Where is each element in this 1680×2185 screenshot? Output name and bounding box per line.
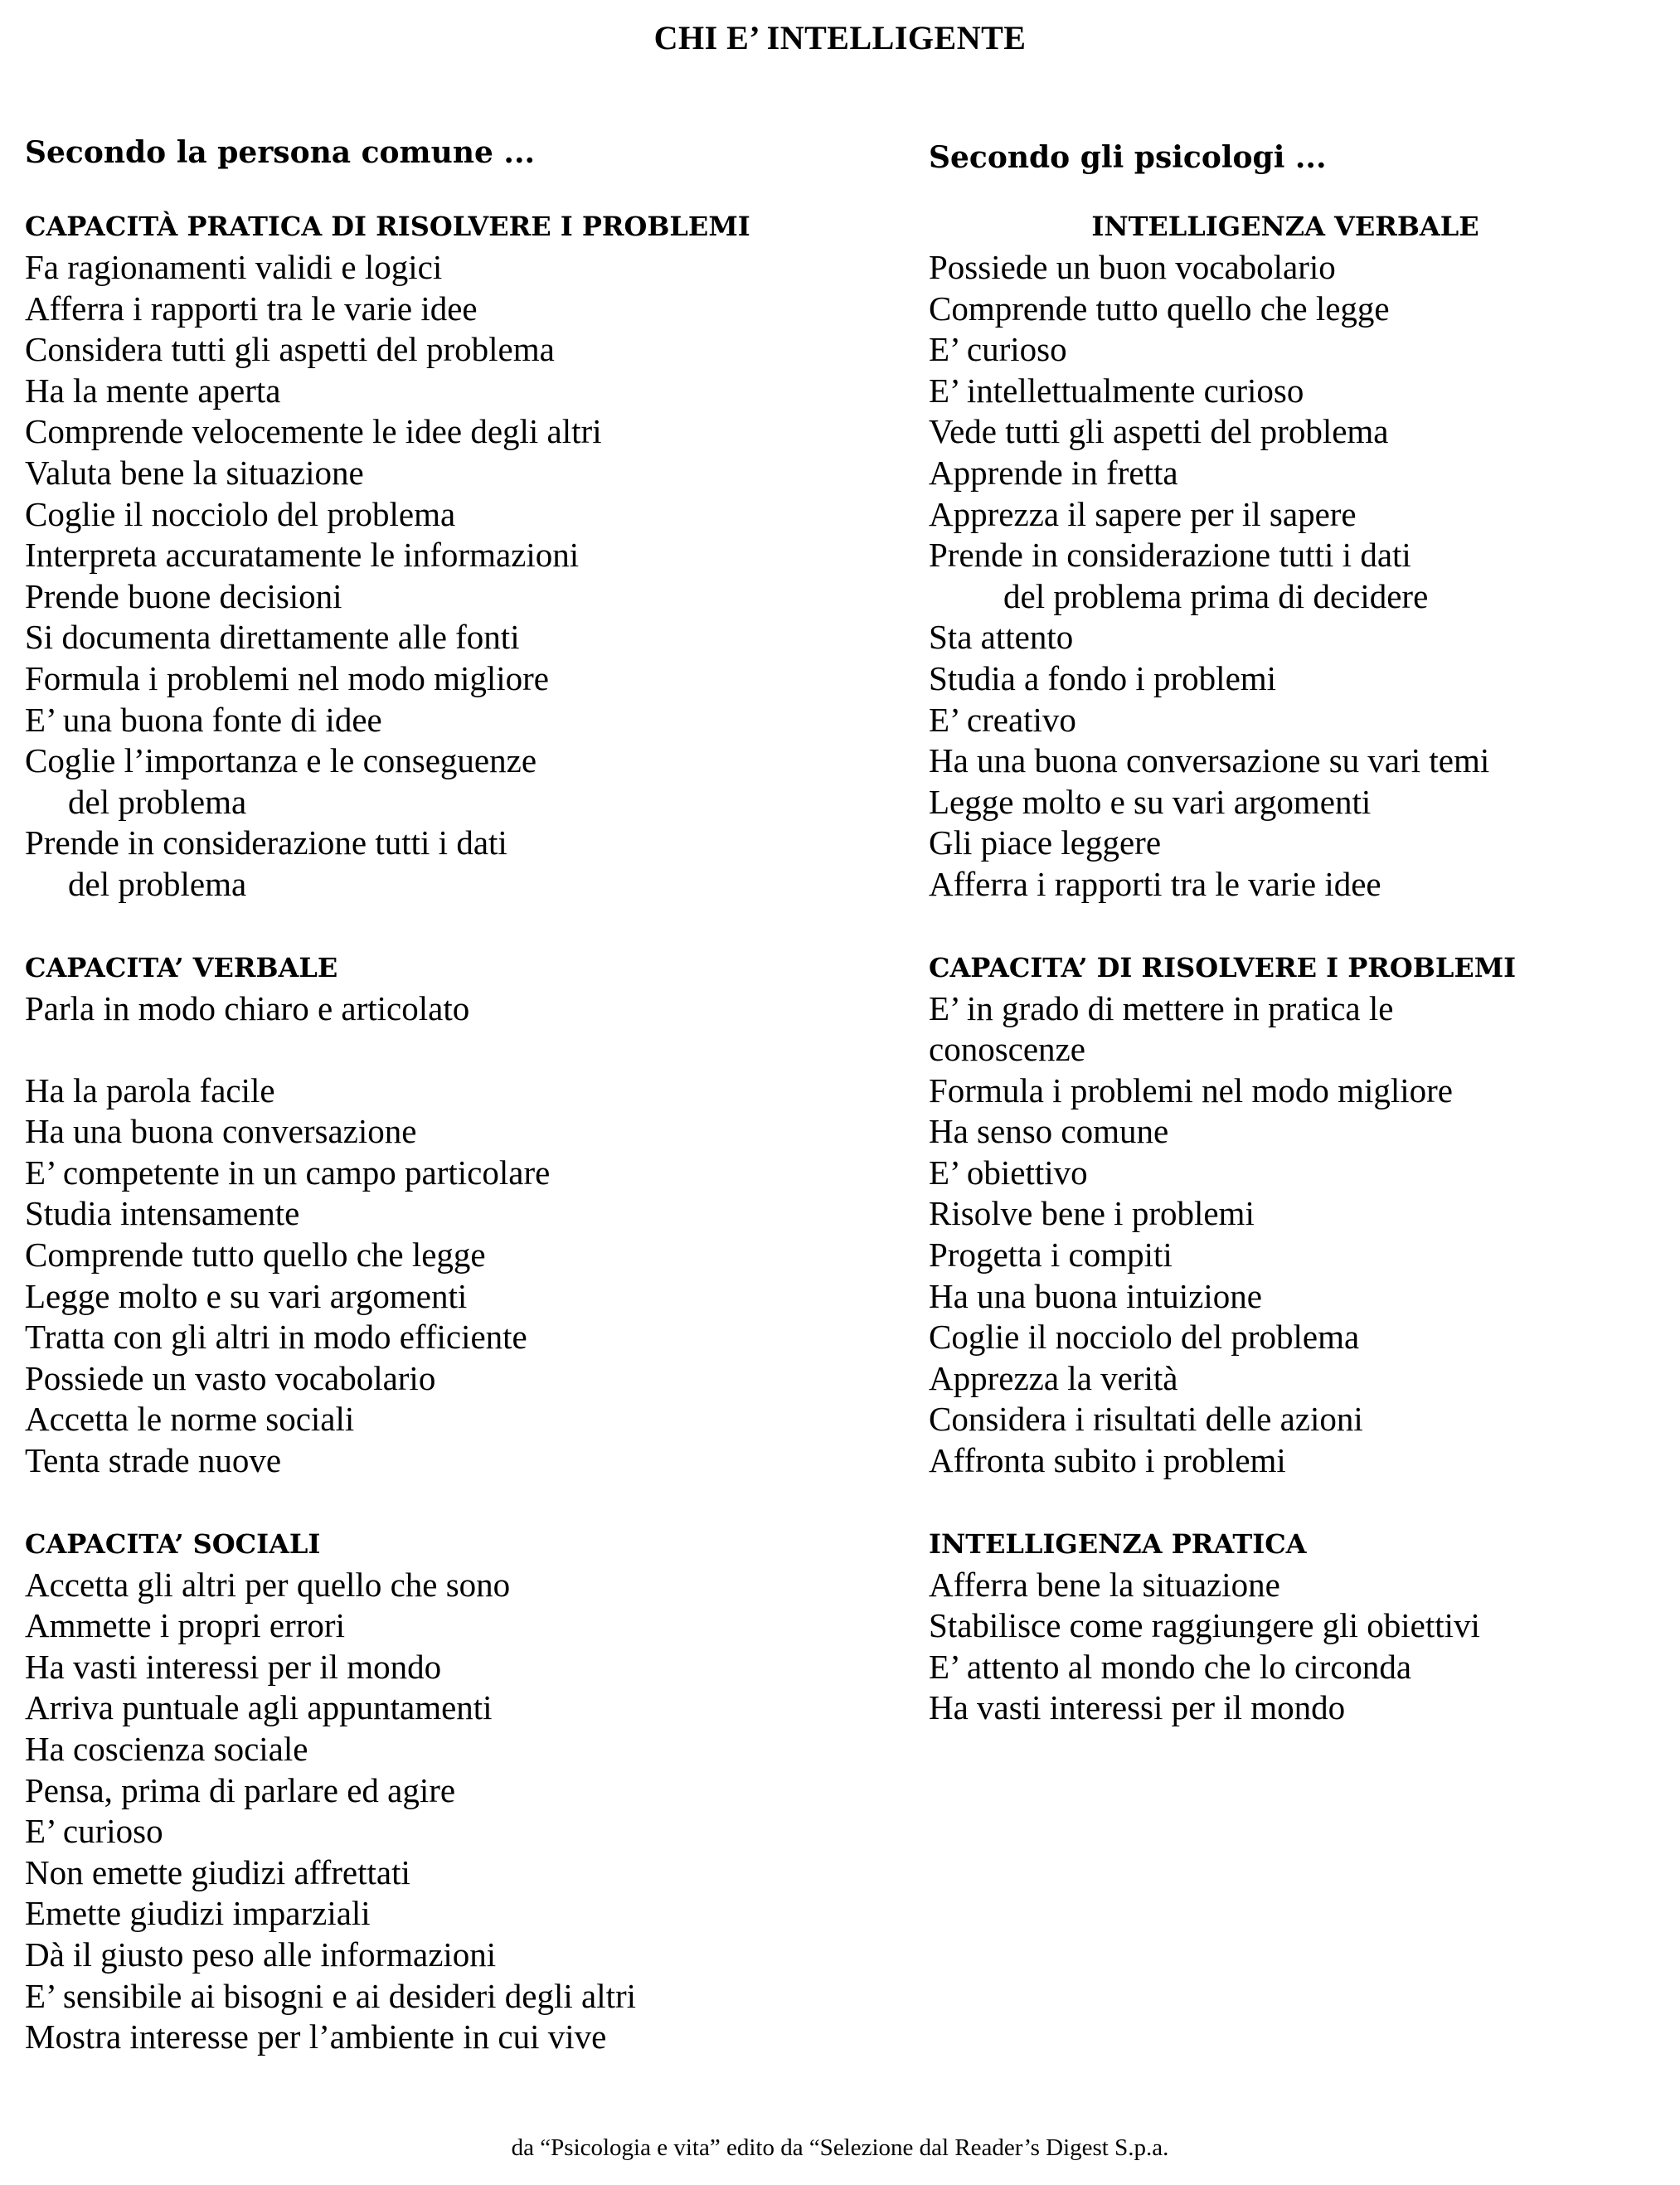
list-item-text: Prende in considerazione tutti i dati bbox=[25, 823, 507, 862]
list-item-text: Ha coscienza sociale bbox=[25, 1730, 308, 1768]
list-item-text: Parla in modo chiaro e articolato bbox=[25, 988, 470, 1027]
right-column bbox=[929, 133, 1675, 1770]
list-item bbox=[929, 1153, 1675, 1194]
list-item-text: E’ una buona fonte di idee bbox=[25, 700, 382, 739]
list-item-text: Considera i risultati delle azioni bbox=[929, 1400, 1363, 1439]
section bbox=[929, 206, 1675, 906]
list-item bbox=[929, 411, 1675, 453]
list-item-text: Ha una buona conversazione su vari temi bbox=[929, 741, 1490, 780]
list-item bbox=[25, 1976, 896, 2017]
section bbox=[25, 206, 896, 906]
list-item bbox=[25, 289, 896, 330]
list-item bbox=[929, 1358, 1675, 1400]
list-item-text: Coglie il nocciolo del problema bbox=[25, 494, 456, 533]
column-heading: Secondo gli psicologi ... bbox=[929, 140, 1327, 175]
list-item bbox=[25, 1565, 896, 1606]
list-item bbox=[929, 782, 1675, 823]
list-item-text: Ha vasti interessi per il mondo bbox=[929, 1688, 1346, 1727]
section bbox=[25, 1523, 896, 2058]
list-item-text: Afferra i rapporti tra le varie idee bbox=[25, 289, 478, 328]
list-item-text: Dà il giusto peso alle informazioni bbox=[25, 1935, 497, 1974]
list-item bbox=[25, 1729, 896, 1770]
list-item bbox=[929, 864, 1675, 906]
list-item bbox=[25, 329, 896, 371]
list-item-text: Si documenta direttamente alle fonti bbox=[25, 618, 520, 657]
list-item bbox=[25, 1317, 896, 1358]
section bbox=[25, 947, 896, 1482]
list-item-text: Emette giudizi imparziali bbox=[25, 1894, 371, 1933]
list-item bbox=[929, 1440, 1675, 1482]
list-item-text: Possiede un vasto vocabolario bbox=[25, 1358, 436, 1397]
list-item bbox=[929, 453, 1675, 494]
list-item-text: E’ sensibile ai bisogni e ai desideri degli altri bbox=[25, 1976, 637, 2015]
item-list bbox=[25, 1565, 896, 2058]
list-item bbox=[929, 494, 1675, 536]
list-item bbox=[929, 1317, 1675, 1358]
list-item-text: Sta attento bbox=[929, 618, 1074, 657]
list-item-text: Tratta con gli altri in modo efficiente bbox=[25, 1318, 527, 1357]
list-item-text: Interpreta accuratamente le informazioni bbox=[25, 536, 580, 575]
list-item-text: Legge molto e su vari argomenti bbox=[929, 782, 1372, 821]
section-title: CAPACITÀ PRATICA DI RISOLVERE I PROBLEMI bbox=[25, 211, 750, 242]
list-item-text: Apprezza il sapere per il sapere bbox=[929, 494, 1357, 533]
blank-line bbox=[25, 1029, 896, 1071]
item-list bbox=[929, 1565, 1675, 1729]
list-item bbox=[929, 1111, 1675, 1153]
list-item bbox=[929, 617, 1675, 658]
list-item-text: Arriva puntuale agli appuntamenti bbox=[25, 1688, 493, 1727]
list-item bbox=[929, 247, 1675, 289]
list-item-text: E’ competente in un campo particolare bbox=[25, 1153, 551, 1192]
item-list bbox=[929, 247, 1675, 906]
list-item-text: Prende buone decisioni bbox=[25, 576, 342, 615]
document-title: CHI E’ INTELLIGENTE bbox=[653, 19, 1027, 56]
list-item-text: Studia intensamente bbox=[25, 1194, 300, 1233]
list-item-text: Gli piace leggere bbox=[929, 823, 1162, 862]
section-title: INTELLIGENZA PRATICA bbox=[929, 1527, 1307, 1560]
source-credit: da “Psicologia e vita” edito da “Selezione dal Reader’s Digest S.p.a. bbox=[511, 2134, 1169, 2161]
list-item-text: Non emette giudizi affrettati bbox=[25, 1852, 410, 1891]
list-item bbox=[25, 2017, 896, 2058]
list-item-text: Pensa, prima di parlare ed agire bbox=[25, 1770, 456, 1809]
list-item bbox=[25, 1770, 896, 1812]
list-item-text: Stabilisce come raggiungere gli obiettivi bbox=[929, 1606, 1480, 1645]
list-item bbox=[25, 1111, 896, 1153]
list-item bbox=[25, 535, 896, 576]
list-item-text: Progetta i compiti bbox=[929, 1236, 1173, 1275]
item-list bbox=[25, 247, 896, 906]
item-list bbox=[25, 988, 896, 1482]
list-item bbox=[929, 1071, 1675, 1112]
list-item bbox=[25, 1440, 896, 1482]
list-item bbox=[929, 371, 1675, 412]
section-title: INTELLIGENZA VERBALE bbox=[1091, 211, 1479, 242]
list-item-text: Fa ragionamenti validi e logici bbox=[25, 248, 443, 286]
list-item-text: Ha una buona intuizione bbox=[929, 1276, 1262, 1315]
list-item-text: Apprende in fretta bbox=[929, 453, 1178, 492]
list-item bbox=[25, 1399, 896, 1440]
list-item-text: Ha senso comune bbox=[929, 1112, 1169, 1151]
list-item bbox=[25, 1935, 896, 1976]
list-item-text: E’ creativo bbox=[929, 700, 1076, 739]
list-item-text: Formula i problemi nel modo migliore bbox=[25, 658, 549, 697]
list-item-text: Comprende tutto quello che legge bbox=[25, 1236, 486, 1275]
list-item bbox=[25, 1358, 896, 1400]
column-heading: Secondo la persona comune ... bbox=[25, 135, 536, 170]
list-item bbox=[25, 1893, 896, 1935]
list-item-text: Ha una buona conversazione bbox=[25, 1112, 417, 1151]
list-item bbox=[25, 1647, 896, 1688]
list-item bbox=[25, 1852, 896, 1894]
list-item bbox=[25, 988, 896, 1030]
list-item bbox=[929, 1276, 1675, 1318]
list-item bbox=[25, 1811, 896, 1852]
list-item bbox=[25, 658, 896, 700]
section bbox=[929, 1523, 1675, 1729]
list-item bbox=[25, 1687, 896, 1729]
list-item-text: Comprende velocemente le idee degli altri bbox=[25, 412, 602, 451]
list-item-text: Studia a fondo i problemi bbox=[929, 658, 1277, 697]
list-item-continuation: del problema bbox=[68, 782, 247, 821]
list-item bbox=[25, 700, 896, 741]
list-item-text: Considera tutti gli aspetti del problema bbox=[25, 330, 555, 369]
list-item bbox=[25, 494, 896, 536]
list-item bbox=[25, 453, 896, 494]
section-list bbox=[25, 206, 896, 2058]
list-item bbox=[25, 1193, 896, 1235]
list-item bbox=[929, 1605, 1675, 1647]
list-item bbox=[929, 1647, 1675, 1688]
section-title: CAPACITA’ SOCIALI bbox=[25, 1527, 321, 1560]
list-item bbox=[25, 823, 896, 905]
section-list bbox=[929, 206, 1675, 1729]
list-item-text: Vede tutti gli aspetti del problema bbox=[929, 412, 1389, 451]
list-item-text: Coglie il nocciolo del problema bbox=[929, 1318, 1360, 1357]
list-item-text: Risolve bene i problemi bbox=[929, 1194, 1255, 1233]
list-item-text: Afferra bene la situazione bbox=[929, 1565, 1280, 1604]
list-item-text: Possiede un buon vocabolario bbox=[929, 248, 1336, 286]
list-item-text: Ha la parola facile bbox=[25, 1071, 275, 1109]
list-item bbox=[25, 1153, 896, 1194]
list-item bbox=[25, 617, 896, 658]
list-item-text: E’ in grado di mettere in pratica le bbox=[929, 988, 1394, 1027]
list-item-text: E’ curioso bbox=[929, 330, 1067, 369]
list-item-text: Apprezza la verità bbox=[929, 1358, 1178, 1397]
list-item bbox=[929, 1687, 1675, 1729]
list-item-text: Legge molto e su vari argomenti bbox=[25, 1276, 468, 1315]
list-item bbox=[929, 740, 1675, 782]
list-item-text: Tenta strade nuove bbox=[25, 1441, 282, 1480]
list-item bbox=[929, 823, 1675, 864]
list-item bbox=[929, 535, 1675, 617]
list-item-text: Ha la mente aperta bbox=[25, 371, 281, 410]
list-item bbox=[929, 988, 1675, 1030]
list-item bbox=[929, 1235, 1675, 1276]
list-item-continuation: del problema prima di decidere bbox=[1003, 576, 1429, 615]
section-title: CAPACITA’ DI RISOLVERE I PROBLEMI bbox=[929, 951, 1517, 983]
list-item bbox=[929, 658, 1675, 700]
list-item-text: E’ obiettivo bbox=[929, 1153, 1088, 1192]
list-item bbox=[25, 1235, 896, 1276]
list-item bbox=[25, 1605, 896, 1647]
list-item-text: E’ intellettualmente curioso bbox=[929, 371, 1304, 410]
list-item-text: Accetta le norme sociali bbox=[25, 1400, 355, 1439]
list-item-text: Prende in considerazione tutti i dati bbox=[929, 536, 1411, 575]
list-item bbox=[25, 1276, 896, 1318]
list-item bbox=[929, 289, 1675, 330]
item-list bbox=[929, 988, 1675, 1482]
list-item-text: Valuta bene la situazione bbox=[25, 453, 364, 492]
list-item-text: Formula i problemi nel modo migliore bbox=[929, 1071, 1453, 1109]
list-item-text: Afferra i rapporti tra le varie idee bbox=[929, 864, 1381, 903]
list-item-text: Affronta subito i problemi bbox=[929, 1441, 1286, 1480]
list-item bbox=[25, 411, 896, 453]
list-item bbox=[25, 371, 896, 412]
list-item bbox=[929, 700, 1675, 741]
list-item-continuation: del problema bbox=[68, 864, 247, 903]
list-item bbox=[929, 1029, 1675, 1071]
list-item bbox=[929, 1565, 1675, 1606]
section-title: CAPACITA’ VERBALE bbox=[25, 951, 338, 983]
list-item bbox=[25, 247, 896, 289]
list-item-text: Comprende tutto quello che legge bbox=[929, 289, 1390, 328]
list-item-text: Mostra interesse per l’ambiente in cui vive bbox=[25, 2017, 607, 2056]
list-item-text: Ha vasti interessi per il mondo bbox=[25, 1647, 442, 1686]
list-item-text: E’ attento al mondo che lo circonda bbox=[929, 1647, 1412, 1686]
section bbox=[929, 947, 1675, 1482]
list-item-text: Accetta gli altri per quello che sono bbox=[25, 1565, 511, 1604]
list-item-text: Ammette i propri errori bbox=[25, 1606, 345, 1645]
list-item-text: E’ curioso bbox=[25, 1812, 163, 1851]
list-item bbox=[929, 1399, 1675, 1440]
list-item bbox=[25, 576, 896, 618]
list-item bbox=[25, 1071, 896, 1112]
list-item-text: Coglie l’importanza e le conseguenze bbox=[25, 741, 537, 780]
list-item-text: conoscenze bbox=[929, 1030, 1085, 1069]
list-item bbox=[929, 329, 1675, 371]
list-item bbox=[25, 740, 896, 823]
left-column bbox=[25, 133, 896, 2100]
list-item bbox=[929, 1193, 1675, 1235]
